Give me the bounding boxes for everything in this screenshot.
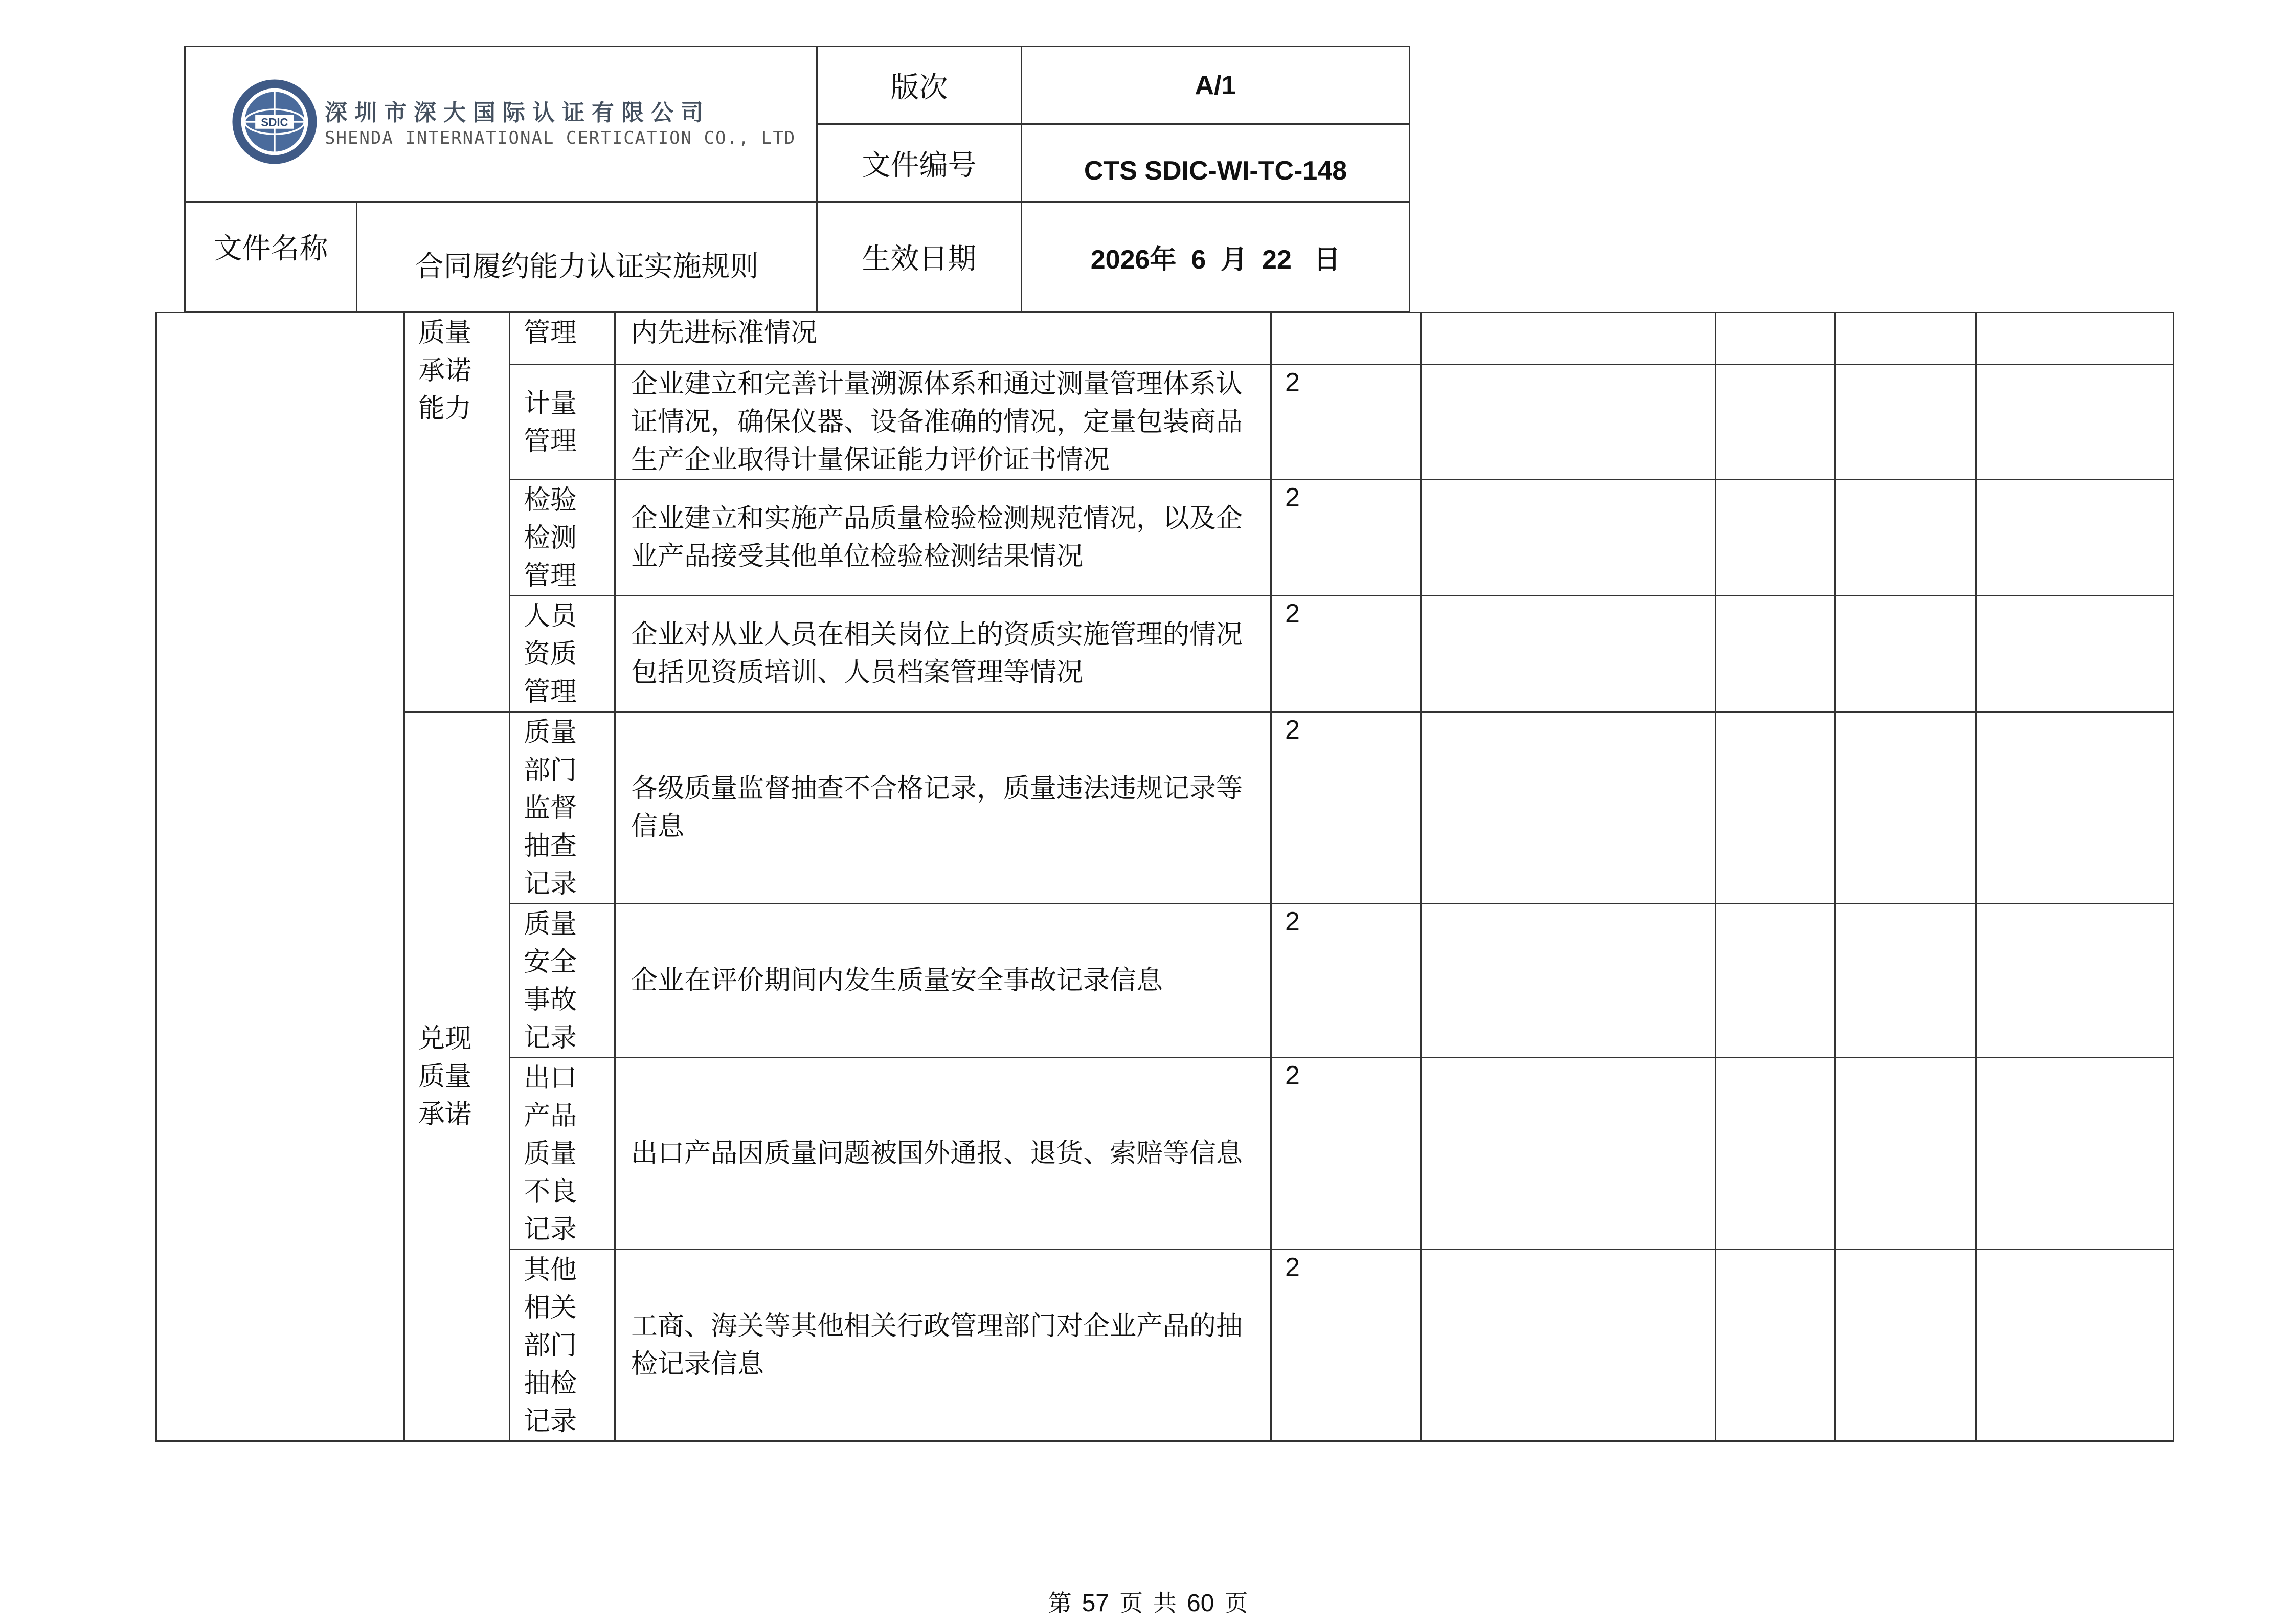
filename-value: 合同履约能力认证实施规则 [357, 202, 817, 312]
section-quality-commitment: 质量承诺能力 [404, 313, 510, 712]
first-category-cell [156, 313, 404, 1441]
table-row-blank [1421, 365, 1716, 480]
page-number: 57 [1082, 1590, 1109, 1617]
table-row-blank [1421, 1058, 1716, 1250]
evaluation-table [155, 312, 2174, 1442]
table-row-desc: 企业建立和完善计量溯源体系和通过测量管理体系认证情况，确保仪器、设备准确的情况，定量包装商品生产企业取得计量保证能力评价证书情况 [615, 365, 1271, 480]
table-row-desc: 出口产品因质量问题被国外通报、退货、索赔等信息 [615, 1058, 1271, 1250]
table-row-blank [1421, 596, 1716, 712]
table-row-score: 2 [1271, 596, 1421, 712]
table-row-blank [1976, 1058, 2174, 1250]
table-row-blank [1716, 313, 1835, 365]
table-row-blank [1421, 712, 1716, 904]
table-row-blank [1835, 1250, 1976, 1441]
table-row-blank [1835, 1058, 1976, 1250]
company-logo-cell [185, 47, 817, 202]
table-row-item: 检验检测管理 [510, 480, 615, 596]
table-row-desc: 内先进标准情况 [615, 313, 1271, 365]
table-row-blank [1716, 1058, 1835, 1250]
table-row-blank [1716, 712, 1835, 904]
table-row-blank [1835, 904, 1976, 1058]
company-name-cn: 深圳市深大国际认证有限公司 [325, 100, 710, 126]
table-row-item: 出口产品质量不良记录 [510, 1058, 615, 1250]
table-row-blank [1976, 904, 2174, 1058]
table-row-blank [1976, 712, 2174, 904]
table-row-score [1271, 313, 1421, 365]
svg-text:SDIC: SDIC [261, 116, 288, 129]
version-label: 版次 [817, 47, 1022, 124]
table-row-blank [1421, 480, 1716, 596]
table-row-blank [1716, 904, 1835, 1058]
table-row-score: 2 [1271, 1058, 1421, 1250]
table-row-desc: 企业建立和实施产品质量检验检测规范情况，以及企业产品接受其他单位检验检测结果情况 [615, 480, 1271, 596]
footer-mid1: 页 [1119, 1589, 1143, 1617]
table-row-blank [1835, 365, 1976, 480]
footer-mid2: 共 [1153, 1589, 1177, 1617]
table-row-item: 质量安全事故记录 [510, 904, 615, 1058]
table-row-desc: 企业对从业人员在相关岗位上的资质实施管理的情况包括见资质培训、人员档案管理等情况 [615, 596, 1271, 712]
table-row-blank [1716, 480, 1835, 596]
version-value: A/1 [1022, 47, 1410, 124]
table-row-item: 其他相关部门抽检记录 [510, 1250, 615, 1441]
company-seal-logo [231, 78, 319, 166]
table-row-blank [1976, 313, 2174, 365]
table-row-item: 质量部门监督抽查记录 [510, 712, 615, 904]
page-footer [0, 1585, 2296, 1618]
table-row-score: 2 [1271, 480, 1421, 596]
document-header [184, 46, 1410, 313]
page-total: 60 [1187, 1590, 1214, 1617]
table-row-blank [1835, 712, 1976, 904]
table-row-item: 计量管理 [510, 365, 615, 480]
table-row-blank [1421, 904, 1716, 1058]
table-row-blank [1716, 365, 1835, 480]
table-row-blank [1976, 596, 2174, 712]
table-row-score: 2 [1271, 904, 1421, 1058]
table-row-blank [1421, 313, 1716, 365]
company-name-en: SHENDA INTERNATIONAL CERTICATION CO., LTD [325, 128, 796, 148]
table-row-score: 2 [1271, 1250, 1421, 1441]
table-row-item: 人员资质管理 [510, 596, 615, 712]
section-fulfil-quality-commitment: 兑现质量承诺 [404, 712, 510, 1441]
table-row-blank [1835, 596, 1976, 712]
footer-suffix: 页 [1224, 1589, 1248, 1617]
table-row-desc: 各级质量监督抽查不合格记录，质量违法违规记录等信息 [615, 712, 1271, 904]
table-row-blank [1976, 480, 2174, 596]
table-row-desc: 企业在评价期间内发生质量安全事故记录信息 [615, 904, 1271, 1058]
table-row-blank [1716, 596, 1835, 712]
docno-label: 文件编号 [817, 124, 1022, 202]
table-row-blank [1716, 1250, 1835, 1441]
filename-label: 文件名称 [185, 202, 357, 312]
effective-date-label: 生效日期 [817, 202, 1022, 312]
effective-date-value: 2026年 6 月 22 日 [1022, 202, 1410, 312]
table-row-blank [1421, 1250, 1716, 1441]
table-row-blank [1835, 480, 1976, 596]
table-row-score: 2 [1271, 365, 1421, 480]
table-row-score: 2 [1271, 712, 1421, 904]
docno-value: CTS SDIC-WI-TC-148 [1022, 124, 1410, 202]
table-row-blank [1976, 365, 2174, 480]
table-row-desc: 工商、海关等其他相关行政管理部门对企业产品的抽检记录信息 [615, 1250, 1271, 1441]
table-row-blank [1835, 313, 1976, 365]
footer-prefix: 第 [1048, 1589, 1072, 1617]
table-row-item: 管理 [510, 313, 615, 365]
table-row-blank [1976, 1250, 2174, 1441]
